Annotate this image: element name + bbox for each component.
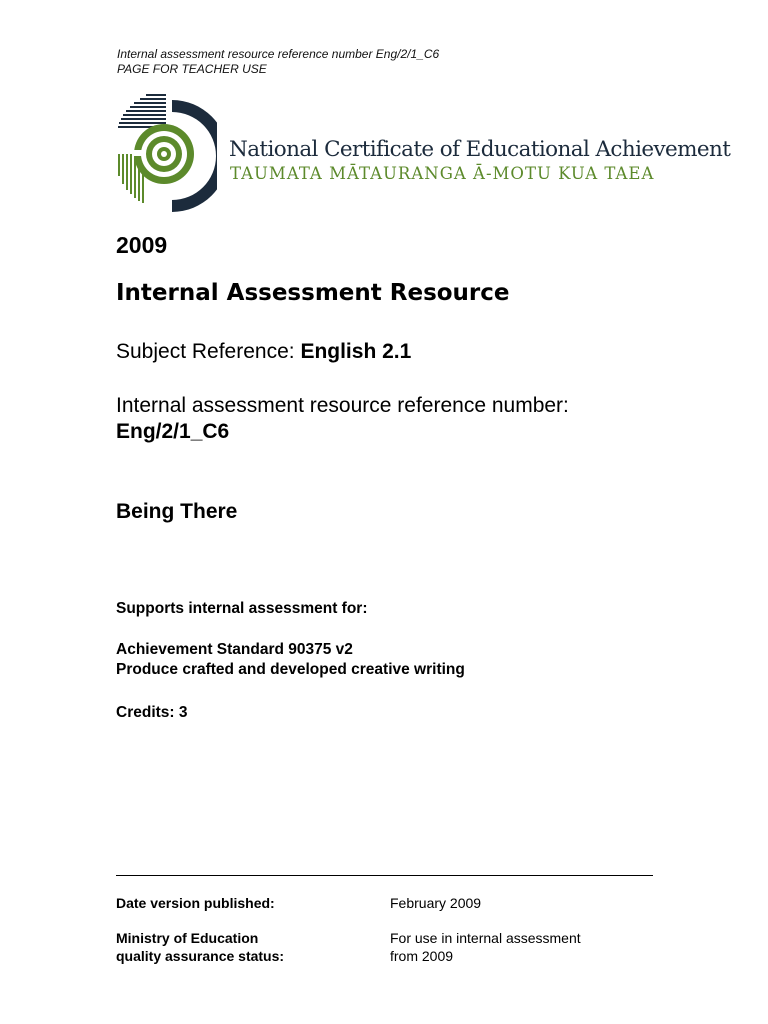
- date-published-label: Date version published:: [116, 895, 275, 911]
- credits: Credits: 3: [116, 704, 188, 721]
- quality-assurance-value-line2: from 2009: [390, 948, 454, 964]
- logo-title-maori: TAUMATA MĀTAURANGA Ā-MOTU KUA TAEA: [230, 164, 655, 183]
- subject-reference-label: Subject Reference:: [116, 340, 301, 363]
- ncea-spiral-logo-icon: [112, 92, 217, 216]
- header-reference-line: Internal assessment resource reference number Eng/2/1_C6: [117, 47, 440, 61]
- resource-title: Being There: [116, 500, 238, 523]
- quality-assurance-value-line1: For use in internal assessment: [390, 930, 581, 946]
- achievement-standard: Achievement Standard 90375 v2: [116, 641, 353, 658]
- supports-heading: Supports internal assessment for:: [116, 600, 368, 617]
- logo-title-english: National Certificate of Educational Achievement: [229, 137, 731, 162]
- divider: [116, 875, 653, 876]
- subject-reference: [116, 340, 411, 364]
- quality-assurance-label-line1: Ministry of Education: [116, 930, 259, 946]
- document-year: 2009: [116, 232, 168, 258]
- reference-number-value: Eng/2/1_C6: [116, 420, 230, 443]
- subject-reference-value: English 2.1: [300, 340, 412, 363]
- date-published-value: February 2009: [390, 895, 482, 911]
- achievement-standard-title: Produce crafted and developed creative writing: [116, 661, 465, 678]
- quality-assurance-label-line2: quality assurance status:: [116, 948, 285, 964]
- header-teacher-use-line: PAGE FOR TEACHER USE: [117, 62, 267, 76]
- reference-number-label: Internal assessment resource reference number:: [116, 394, 569, 417]
- page-title: Internal Assessment Resource: [116, 280, 510, 306]
